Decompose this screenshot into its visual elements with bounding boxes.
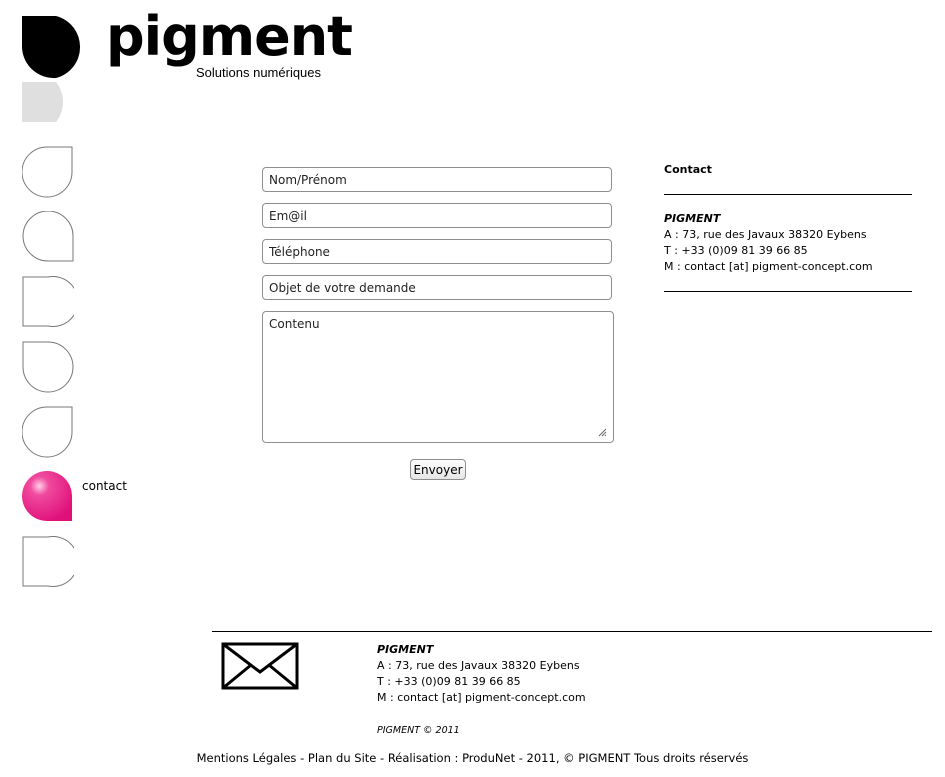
resize-grip-icon[interactable] xyxy=(597,427,607,437)
nav-item-3[interactable] xyxy=(22,276,74,328)
contact-panel-phone: T : +33 (0)09 81 39 66 85 xyxy=(664,244,808,257)
footer-mail: M : contact [at] pigment-concept.com xyxy=(377,691,586,704)
drop-shape-icon xyxy=(22,536,74,588)
nav-item-4[interactable] xyxy=(22,341,74,393)
contact-panel-title: Contact xyxy=(664,163,712,176)
brand-tagline: Solutions numériques xyxy=(196,65,322,80)
footer-phone: T : +33 (0)09 81 39 66 85 xyxy=(377,675,521,688)
email-input[interactable] xyxy=(262,203,612,228)
phone-input[interactable] xyxy=(262,239,612,264)
separator: - xyxy=(376,751,388,765)
separator: - xyxy=(296,751,308,765)
footer-copyright: PIGMENT © 2011 xyxy=(377,725,460,736)
contact-panel-address: A : 73, rue des Javaux 38320 Eybens xyxy=(664,228,867,241)
logo-reflection xyxy=(20,82,340,122)
footer-links xyxy=(0,751,945,765)
nav-item-5[interactable] xyxy=(22,406,74,458)
drop-shape-icon xyxy=(22,276,74,328)
nav-item-1[interactable] xyxy=(22,146,74,198)
sitemap-link[interactable]: Plan du Site xyxy=(307,751,377,765)
content-textarea[interactable] xyxy=(262,311,614,443)
logo-mark-icon xyxy=(20,14,90,80)
brand-name: pigment xyxy=(106,5,352,68)
nav-item-2[interactable] xyxy=(22,211,74,263)
nav-label-contact[interactable]: contact xyxy=(82,479,127,493)
name-input[interactable] xyxy=(262,167,612,192)
drop-shape-icon xyxy=(22,211,74,263)
drop-shape-icon xyxy=(22,341,74,393)
footer-divider xyxy=(212,631,932,632)
drop-shape-active-icon xyxy=(22,471,74,523)
nav-item-7[interactable] xyxy=(22,536,74,588)
footer-address: A : 73, rue des Javaux 38320 Eybens xyxy=(377,659,580,672)
legal-link[interactable]: Mentions Légales xyxy=(196,751,297,765)
credits-text: Réalisation : ProduNet - 2011, © PIGMENT Tous droits réservés xyxy=(387,751,749,765)
subject-input[interactable] xyxy=(262,275,612,300)
contact-panel-company: PIGMENT xyxy=(664,212,721,225)
nav-item-contact[interactable] xyxy=(22,471,74,523)
contact-panel-mail: M : contact [at] pigment-concept.com xyxy=(664,260,873,273)
drop-shape-icon xyxy=(22,406,74,458)
divider xyxy=(664,291,912,292)
drop-shape-icon xyxy=(22,146,74,198)
footer-company: PIGMENT xyxy=(377,643,434,656)
envelope-icon xyxy=(221,642,299,690)
submit-button[interactable]: Envoyer xyxy=(410,459,466,480)
divider xyxy=(664,194,912,195)
